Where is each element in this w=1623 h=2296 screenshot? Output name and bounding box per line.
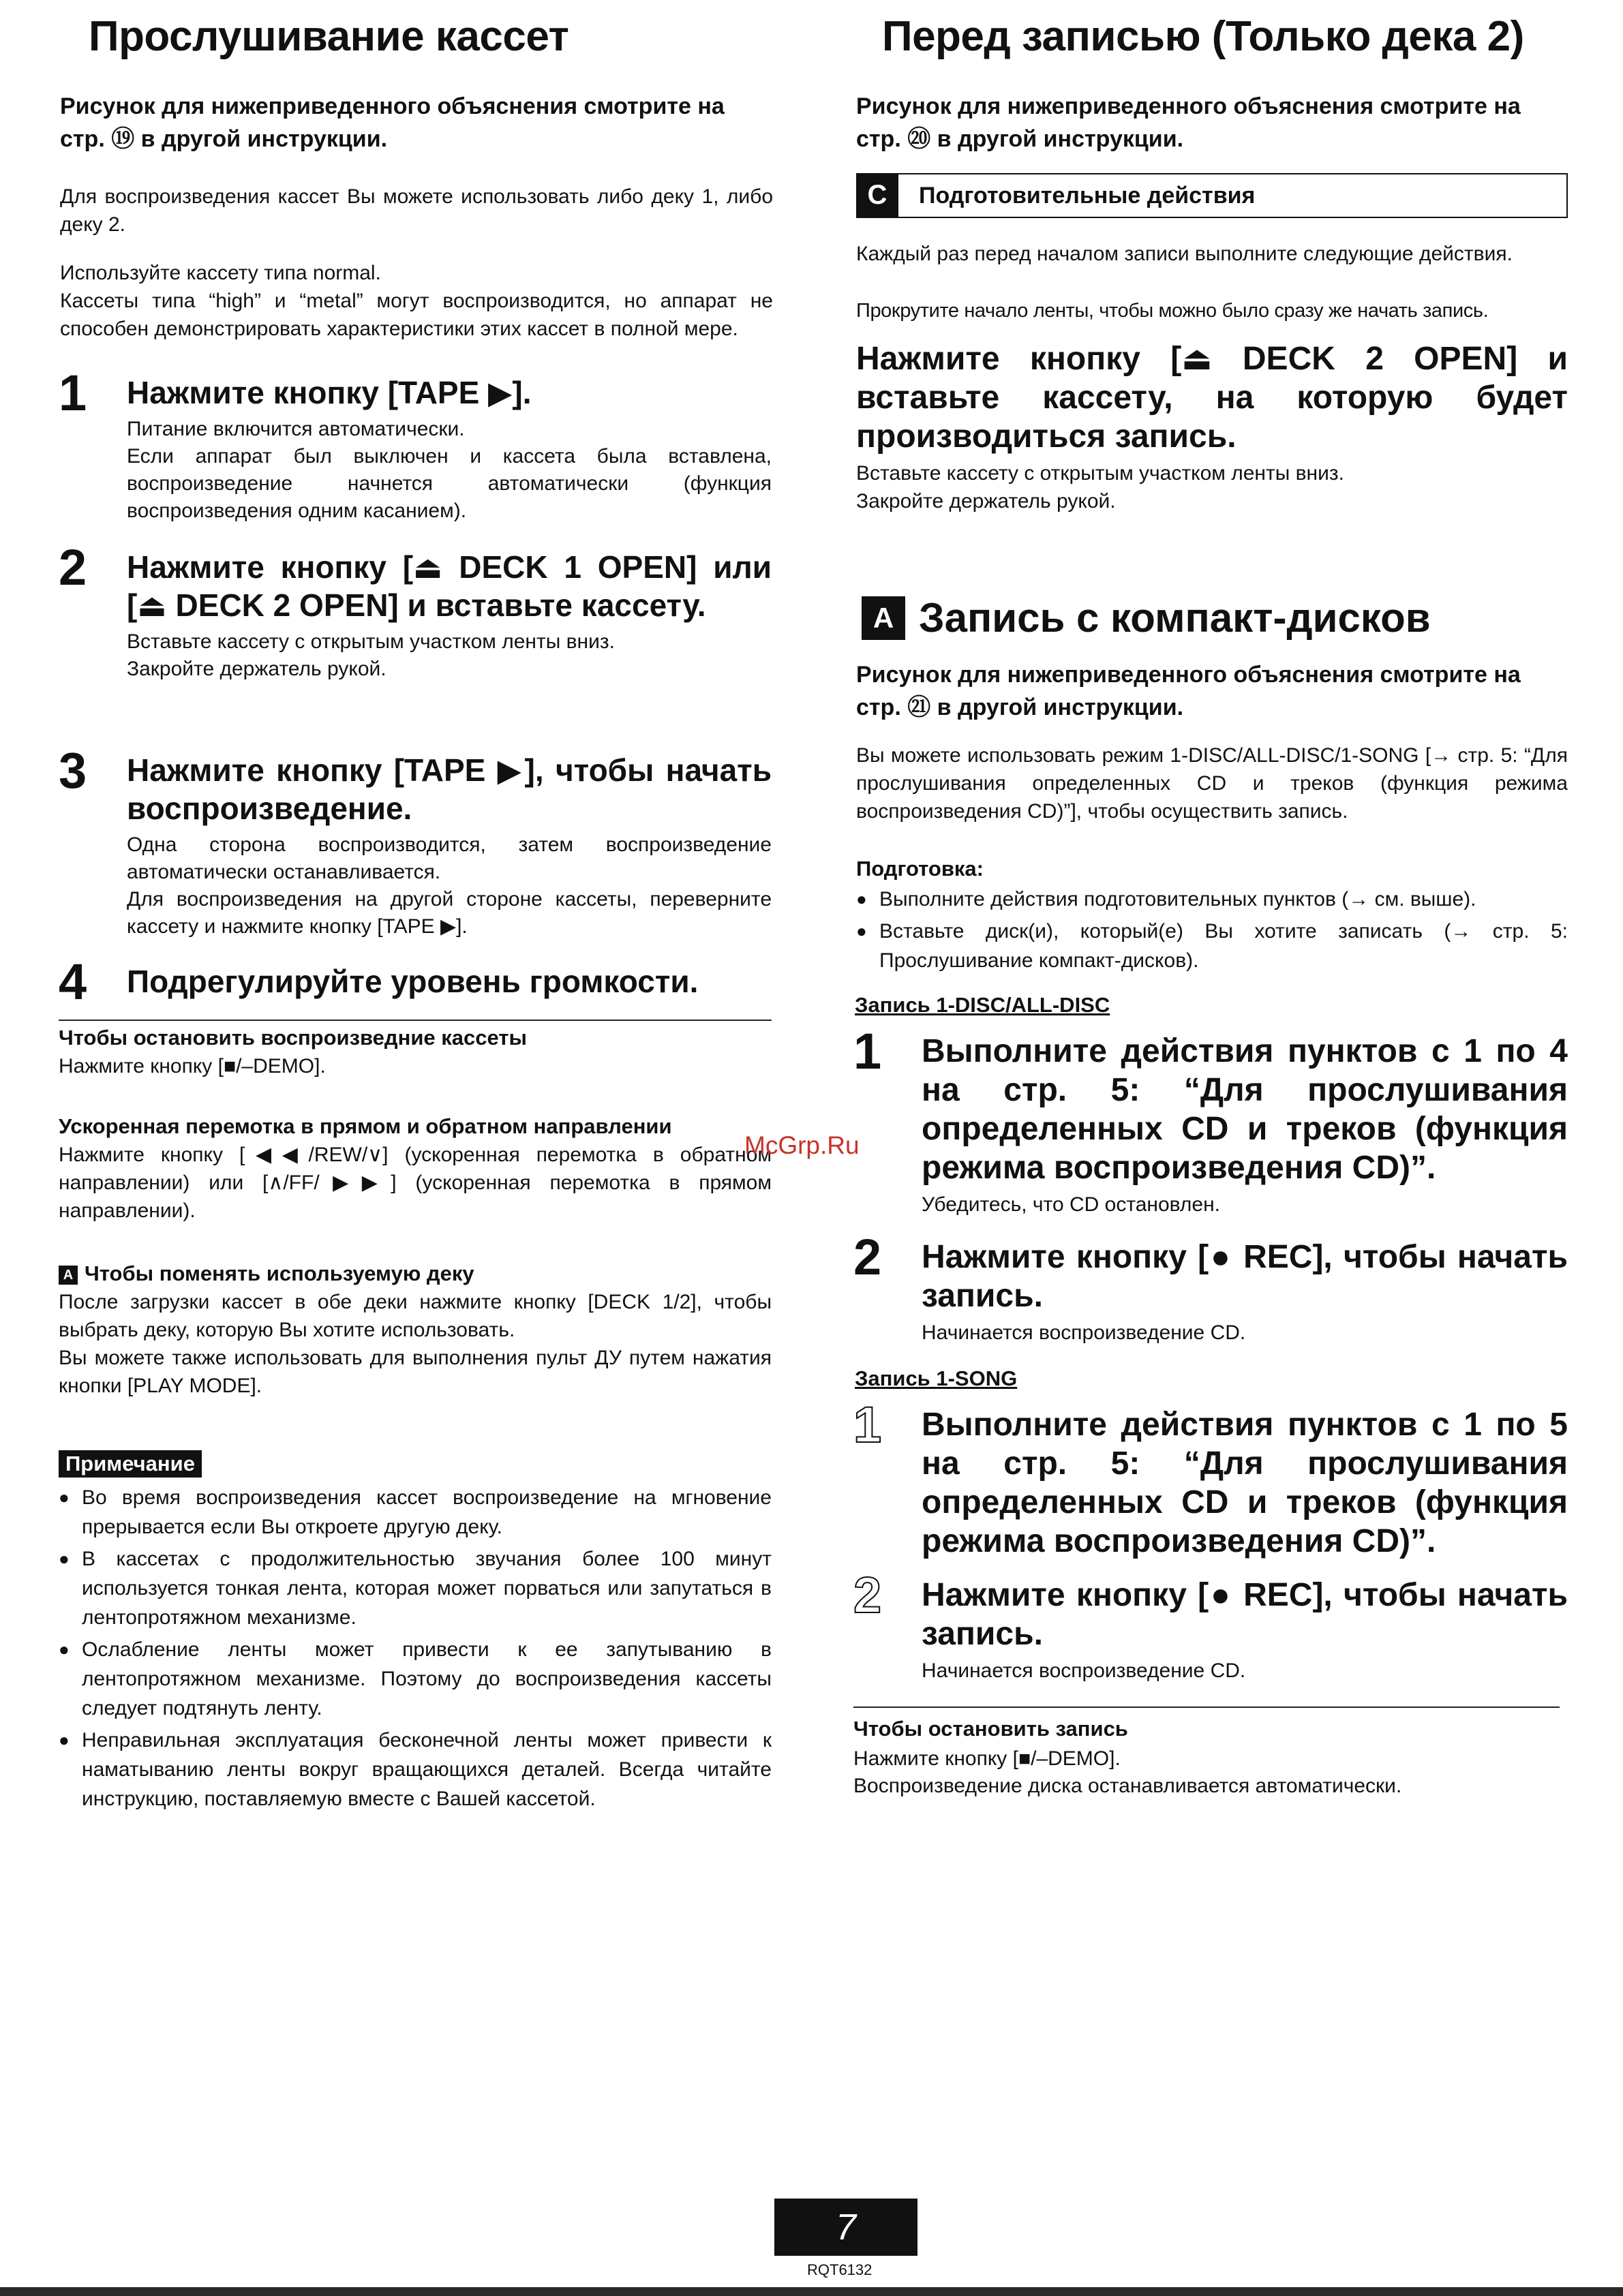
list-item: ● Ослабление ленты может привести к ее запутыванию в лентопротяжном механизме. Поэтому до воспроизведения кассеты следует подтянуть ленту. bbox=[59, 1635, 772, 1723]
deck-badge: A bbox=[59, 1266, 78, 1285]
change-deck-text: После загрузки кассет в обе деки нажмите кнопку [DECK 1/2], чтобы выбрать деку, которую Вы хотите использовать. Вы можете также использовать для выполнения пульт ДУ путем нажатия кнопки [PLAY MODE]. bbox=[59, 1291, 772, 1397]
preparation-box bbox=[856, 173, 1568, 218]
page-title-playback: Прослушивание кассет bbox=[89, 13, 569, 60]
stop-playback-text: Нажмите кнопку [■/–DEMO]. bbox=[59, 1055, 326, 1077]
step-2 bbox=[59, 539, 772, 683]
list-item: ● Неправильная эксплуатация бесконечной ленты может привести к наматыванию ленты вокруг вращающихся деталей. Всегда читайте инструкцию, поставляемую вместе с Вашей кассетой. bbox=[59, 1726, 772, 1813]
step-body: Убедитесь, что CD остановлен. bbox=[922, 1193, 1221, 1216]
change-deck-title-text: Чтобы поменять используемую деку bbox=[85, 1261, 474, 1285]
list-item: ● Во время воспроизведения кассет воспроизведение на мгновение прерывается если Вы откроете другую деку. bbox=[59, 1483, 772, 1542]
figure-reference: Рисунок для нижеприведенного объяснения смотрите на стр. ⑳ в другой инструкции. bbox=[856, 93, 1521, 152]
step-number: 3 bbox=[59, 742, 87, 799]
step-number: 1 bbox=[853, 1023, 882, 1080]
note-label bbox=[59, 1450, 202, 1478]
watermark: McGrp.Ru bbox=[744, 1131, 860, 1159]
mode1-step-2 bbox=[853, 1229, 1568, 1347]
scan-edge bbox=[0, 2287, 1623, 2296]
cassette-type-text: Используйте кассету типа normal. Кассеты типа “high” и “metal” могут воспроизводится, но аппарат не способен демонстрировать характеристики этих кассет в полной мере. bbox=[60, 262, 773, 340]
step-heading: Выполните действия пунктов с 1 по 4 на стр. 5: “Для прослушивания определенных CD и треков (функция режима воспроизведения CD)”. bbox=[922, 1033, 1568, 1186]
divider bbox=[853, 1706, 1560, 1708]
section-title-cd-recording bbox=[862, 594, 1431, 641]
preparation-label: Подготовка: bbox=[856, 857, 984, 881]
step-number: 4 bbox=[59, 953, 87, 1010]
mode-1disc-label: Запись 1-DISC/ALL-DISC bbox=[855, 993, 1110, 1017]
section-letter: A bbox=[862, 596, 905, 640]
insert-cassette-text: Вставьте кассету с открытым участком ленты вниз. Закройте держатель рукой. bbox=[856, 462, 1344, 512]
list-item: ● В кассетах с продолжительностью звучания более 100 минут используется тонкая лента, которая может порваться или запутаться в лентопротяжном механизме. bbox=[59, 1544, 772, 1632]
step-body: Одна сторона воспроизводится, затем воспроизведение автоматически останавливается. Для воспроизведения на другой стороне кассеты, переверните кассету и нажмите кнопку [TAPE ▶]. bbox=[127, 833, 772, 938]
notes-list bbox=[59, 1483, 772, 1816]
step-1 bbox=[59, 365, 772, 525]
preparation-title: Подготовительные действия bbox=[919, 182, 1256, 209]
note-badge: Примечание bbox=[59, 1450, 202, 1478]
step-body: Начинается воспроизведение CD. bbox=[922, 1659, 1246, 1682]
insert-cassette-heading: Нажмите кнопку [⏏ DECK 2 OPEN] и вставьте кассету, на которую будет производиться запись. bbox=[856, 341, 1568, 455]
step-heading: Нажмите кнопку [TAPE ▶], чтобы начать воспроизведение. bbox=[127, 752, 772, 826]
preparation-list bbox=[856, 885, 1568, 978]
stop-recording-title: Чтобы остановить запись bbox=[853, 1717, 1128, 1741]
stop-recording-note: Воспроизведение диска останавливается автоматически. bbox=[853, 1775, 1402, 1797]
step-heading: Нажмите кнопку [⏏ DECK 1 OPEN] или [⏏ DECK 2 OPEN] и вставьте кассету. bbox=[127, 549, 772, 623]
figure-reference: Рисунок для нижеприведенного объяснения смотрите на стр. ⑲ в другой инструкции. bbox=[60, 93, 725, 152]
intro-text: Для воспроизведения кассет Вы можете использовать либо деку 1, либо деку 2. bbox=[60, 185, 773, 236]
step-heading: Нажмите кнопку [TAPE ▶]. bbox=[127, 375, 532, 410]
step-number: 1 bbox=[59, 365, 87, 421]
step-number: 1 bbox=[853, 1396, 882, 1453]
mode2-step-1 bbox=[853, 1396, 1568, 1561]
step-3 bbox=[59, 742, 772, 940]
step-number: 2 bbox=[59, 539, 87, 596]
step-heading: Выполните действия пунктов с 1 по 5 на стр. 5: “Для прослушивания определенных CD и треков (функция режима воспроизведения CD)”. bbox=[922, 1407, 1568, 1559]
mode1-step-1 bbox=[853, 1023, 1568, 1219]
fast-wind-text: Нажмите кнопку [◀◀/REW/∨] (ускоренная перемотка в обратном направлении) или [∧/FF/▶▶] (ускоренная перемотка в прямом направлении). bbox=[59, 1144, 772, 1222]
preparation-note: Прокрутите начало ленты, чтобы можно было сразу же начать запись. bbox=[856, 300, 1489, 322]
step-heading: Нажмите кнопку [● REC], чтобы начать запись. bbox=[922, 1239, 1568, 1314]
step-body: Начинается воспроизведение CD. bbox=[922, 1321, 1246, 1344]
page-title-recording: Перед записью (Только дека 2) bbox=[882, 13, 1524, 60]
page-number: 7 bbox=[774, 2199, 917, 2256]
preparation-text: Каждый раз перед началом записи выполните следующие действия. bbox=[856, 243, 1513, 265]
step-body: Питание включится автоматически. Если аппарат был выключен и кассета была вставлена, воспроизведение начнется автоматически (функция воспроизведения одним касанием). bbox=[127, 418, 772, 522]
section-figure-reference: Рисунок для нижеприведенного объяснения смотрите на стр. ㉑ в другой инструкции. bbox=[856, 662, 1521, 720]
change-deck-title bbox=[59, 1259, 474, 1288]
step-number: 2 bbox=[853, 1567, 882, 1623]
step-4 bbox=[59, 953, 772, 1010]
step-heading: Нажмите кнопку [● REC], чтобы начать запись. bbox=[922, 1577, 1568, 1652]
list-item: ● Выполните действия подготовительных пунктов (→ см. выше). bbox=[856, 885, 1568, 914]
step-body: Вставьте кассету с открытым участком ленты вниз. Закройте держатель рукой. bbox=[127, 630, 615, 680]
section-title-text: Запись с компакт-дисков bbox=[919, 595, 1431, 641]
document-code: RQT6132 bbox=[807, 2261, 873, 2278]
mode-1song-label: Запись 1-SONG bbox=[855, 1366, 1018, 1390]
divider bbox=[59, 1020, 772, 1021]
fast-wind-title: Ускоренная перемотка в прямом и обратном направлении bbox=[59, 1114, 672, 1138]
section-intro: Вы можете использовать режим 1-DISC/ALL-DISC/1-SONG [→ стр. 5: “Для прослушивания определенных CD и треков (функция режима воспроизведения CD)”], чтобы осуществить запись. bbox=[856, 744, 1568, 823]
preparation-letter: C bbox=[856, 173, 898, 217]
list-item: ● Вставьте диск(и), который(е) Вы хотите записать (→ стр. 5: Прослушивание компакт-дисков). bbox=[856, 917, 1568, 975]
mode2-step-2 bbox=[853, 1567, 1568, 1685]
stop-recording-text: Нажмите кнопку [■/–DEMO]. bbox=[853, 1747, 1121, 1770]
step-number: 2 bbox=[853, 1229, 882, 1285]
stop-playback-title: Чтобы остановить воспроизведние кассеты bbox=[59, 1026, 527, 1050]
step-heading: Подрегулируйте уровень громкости. bbox=[127, 964, 699, 999]
